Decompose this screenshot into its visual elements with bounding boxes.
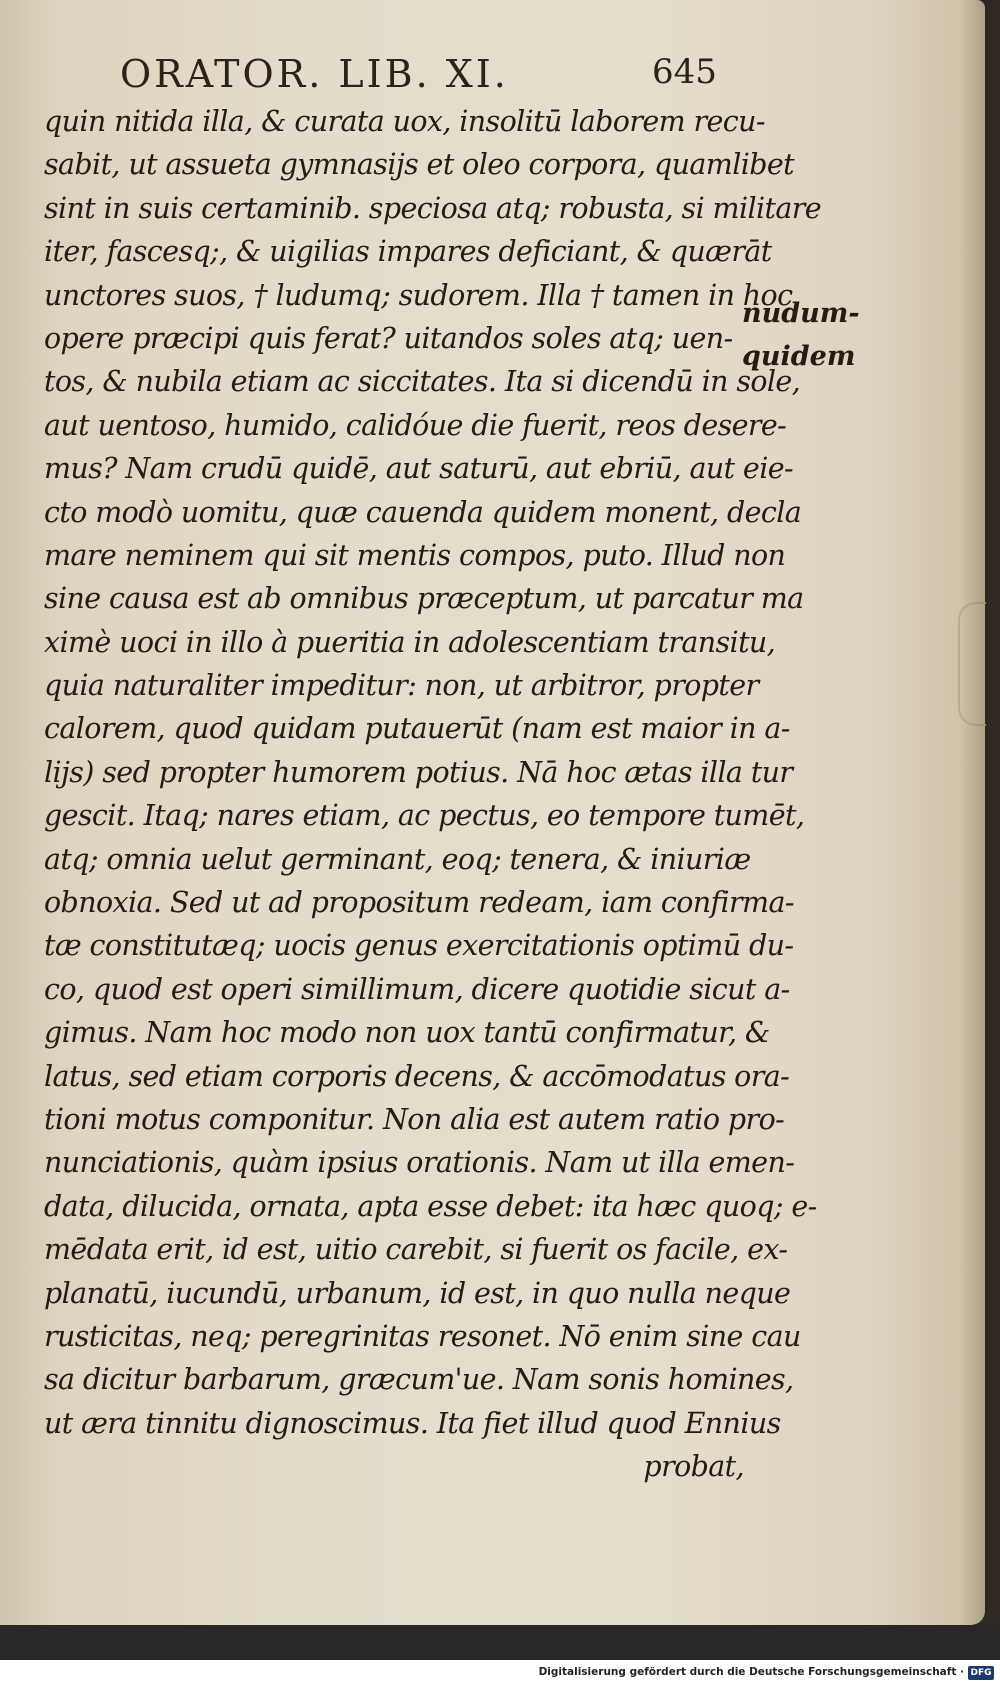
text-line: tioni motus componitur. Non alia est autem ratio pro- bbox=[44, 1102, 785, 1136]
text-line: sint in suis certaminib. speciosa atq; robusta, si militare bbox=[44, 191, 822, 225]
running-header bbox=[120, 52, 720, 100]
text-line: quin nitida illa, & curata uox, insolitū laborem recu- bbox=[44, 105, 765, 138]
text-line: mēdata erit, id est, uitio carebit, si fuerit os facile, ex- bbox=[44, 1233, 788, 1267]
running-title: ORATOR. LIB. XI. bbox=[120, 52, 509, 96]
text-line: opere præcipi quis ferat? uitandos soles atq; uen- bbox=[44, 321, 733, 355]
catchword: probat, bbox=[643, 1450, 744, 1484]
funding-credit: Digitalisierung gefördert durch die Deutsche Forschungsgemeinschaft · bbox=[538, 1666, 964, 1678]
text-line: quia naturaliter impeditur: non, ut arbitror, propter bbox=[44, 669, 759, 703]
margin-note bbox=[742, 292, 860, 378]
text-line: mare neminem qui sit mentis compos, puto. Illud non bbox=[44, 538, 786, 572]
text-line: ut æra tinnitu dignoscimus. Ita fiet illud quod Ennius bbox=[44, 1406, 781, 1440]
text-line: ximè uoci in illo à pueritia in adolescentiam transitu, bbox=[44, 625, 776, 659]
text-line: sa dicitur barbarum, græcum'ue. Nam sonis homines, bbox=[44, 1363, 794, 1397]
page-edge-shadow bbox=[960, 0, 1000, 1625]
text-line: gimus. Nam hoc modo non uox tantū confirmatur, & bbox=[44, 1016, 770, 1050]
page-number: 645 bbox=[652, 52, 717, 92]
text-line: lijs) sed propter humorem potius. Nā hoc ætas illa tur bbox=[44, 755, 793, 789]
text-line: sine causa est ab omnibus præceptum, ut parcatur ma bbox=[44, 582, 804, 616]
text-line: iter, fascesq;, & uigilias impares deficiant, & quærāt bbox=[44, 235, 772, 269]
text-line: data, dilucida, ornata, apta esse debet: ita hæc quoq; e- bbox=[44, 1189, 817, 1223]
text-line: gescit. Itaq; nares etiam, ac pectus, eo tempore tumēt, bbox=[44, 799, 805, 833]
footer-bar bbox=[0, 1664, 1000, 1686]
text-line: nunciationis, quàm ipsius orationis. Nam ut illa emen- bbox=[44, 1146, 795, 1180]
text-line: atq; omnia uelut germinant, eoq; tenera, & iniuriæ bbox=[44, 842, 751, 876]
text-line: tos, & nubila etiam ac siccitates. Ita si dicendū in sole, bbox=[44, 365, 801, 399]
dfg-logo-icon: DFG bbox=[968, 1666, 994, 1680]
text-line: mus? Nam crudū quidē, aut saturū, aut ebriū, aut eie- bbox=[44, 452, 794, 486]
text-line: latus, sed etiam corporis decens, & accōmodatus ora- bbox=[44, 1059, 790, 1093]
text-line: rusticitas, neq; peregrinitas resonet. Nō enim sine cau bbox=[44, 1319, 801, 1353]
text-line: aut uentoso, humido, calidóue die fuerit, reos desere- bbox=[44, 408, 787, 442]
text-line: planatū, iucundū, urbanum, id est, in quo nulla neque bbox=[44, 1276, 791, 1310]
text-line: unctores suos, † ludumq; sudorem. Illa † tamen in hoc bbox=[44, 278, 793, 312]
text-line: sabit, ut assueta gymnasijs et oleo corpora, quamlibet bbox=[44, 148, 794, 182]
margin-note-line: nudum- bbox=[742, 298, 860, 329]
text-line: cto modò uomitu, quæ cauenda quidem monent, decla bbox=[44, 495, 802, 529]
text-line: co, quod est operi simillimum, dicere quotidie sicut a- bbox=[44, 972, 790, 1006]
text-line: calorem, quod quidam putauerūt (nam est maior in a- bbox=[44, 712, 790, 746]
text-line: obnoxia. Sed ut ad propositum redeam, iam confirma- bbox=[44, 886, 794, 920]
margin-note-line: quidem bbox=[742, 341, 856, 372]
text-line: tæ constitutæq; uocis genus exercitationis optimū du- bbox=[44, 929, 794, 963]
